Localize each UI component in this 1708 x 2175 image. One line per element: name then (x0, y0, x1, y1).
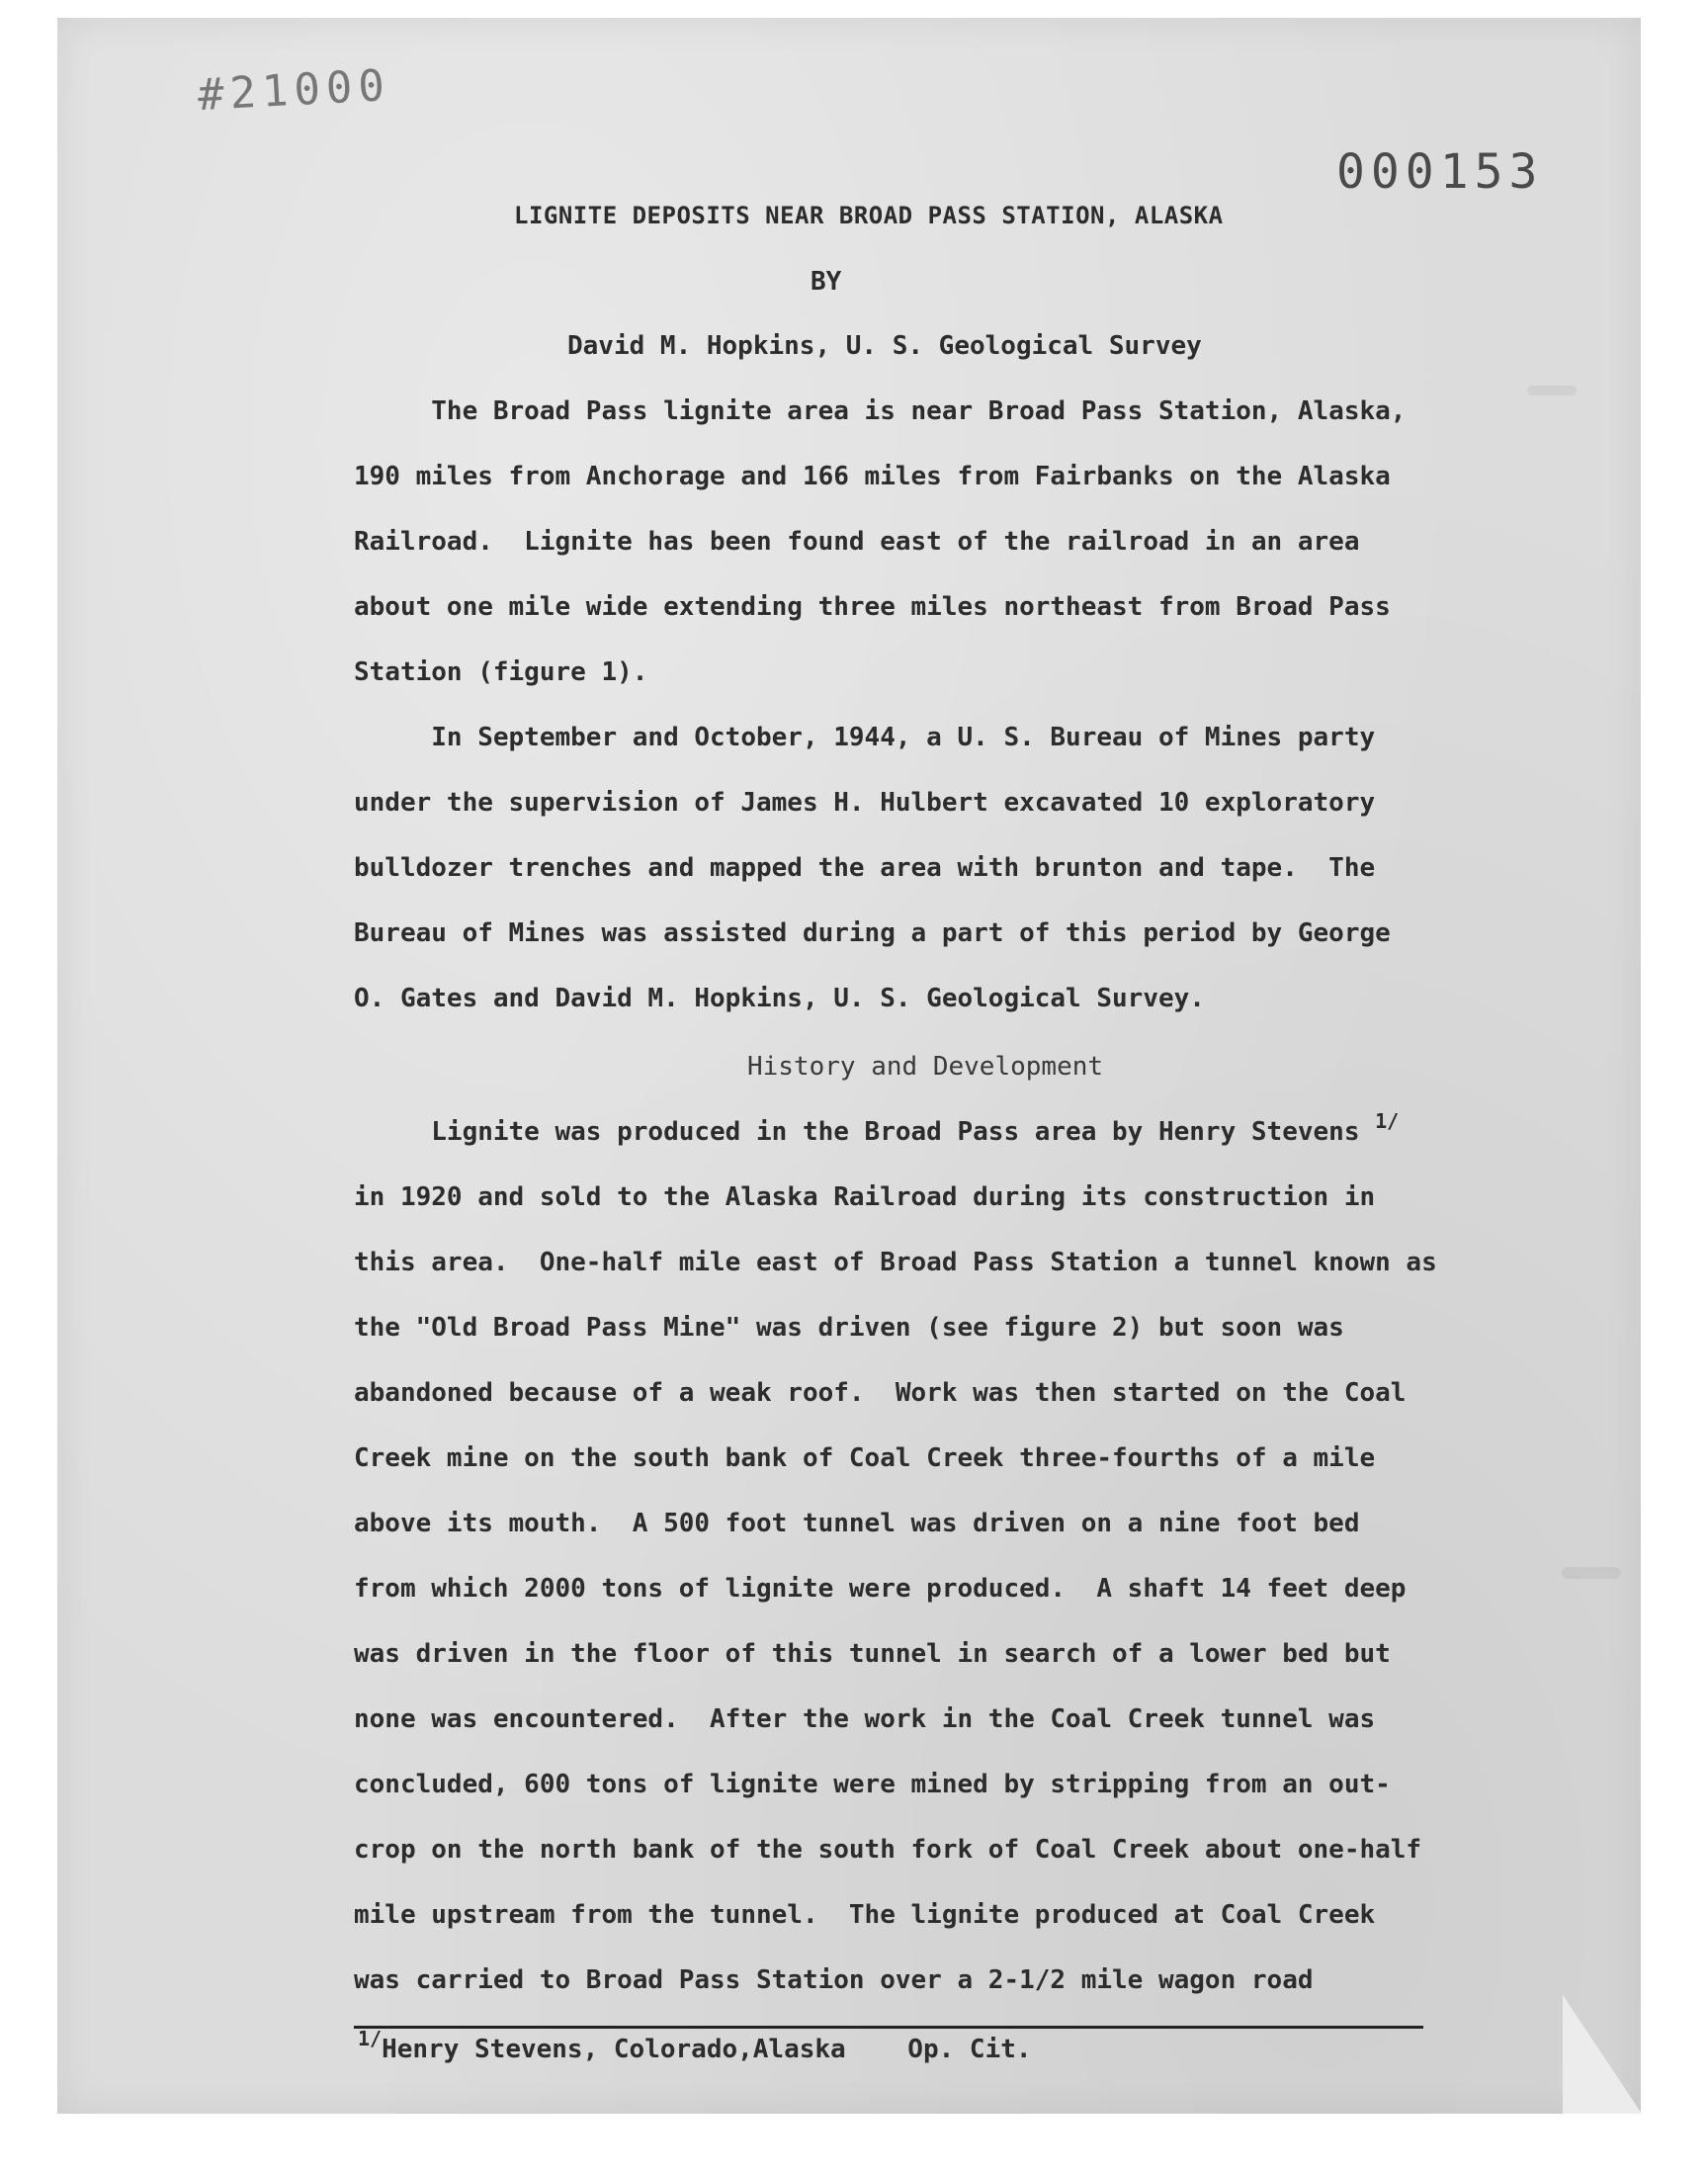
footnote-marker: 1/ (358, 2027, 383, 2050)
text-line (354, 1109, 1400, 1147)
text-line: in 1920 and sold to the Alaska Railroad during its construction in (354, 1182, 1376, 1212)
text-line: Railroad. Lignite has been found east of the railroad in an area (354, 527, 1360, 557)
text-line: about one mile wide extending three miles northeast from Broad Pass (354, 592, 1391, 622)
text-line: abandoned because of a weak roof. Work was then started on the Coal (354, 1378, 1407, 1408)
author-line: David M. Hopkins, U. S. Geological Survey (567, 331, 1202, 361)
byline-label: BY (811, 267, 842, 297)
text-line: concluded, 600 tons of lignite were mined by stripping from an out- (354, 1770, 1391, 1799)
text-line: was carried to Broad Pass Station over a 2-1/2 mile wagon road (354, 1965, 1314, 1995)
text-line: The Broad Pass lignite area is near Broad Pass Station, Alaska, (354, 396, 1407, 426)
text-line: was driven in the floor of this tunnel in search of a lower bed but (354, 1639, 1391, 1669)
folded-corner (1563, 1995, 1642, 2114)
section-heading: History and Development (747, 1052, 1104, 1082)
footnote-reference: 1/ (1375, 1109, 1400, 1133)
footnote-text: Henry Stevens, Colorado,Alaska Op. Cit. (382, 2035, 1032, 2064)
footnote (358, 2027, 1032, 2064)
text-line: 190 miles from Anchorage and 166 miles from Fairbanks on the Alaska (354, 462, 1391, 491)
footnote-rule (354, 2026, 1423, 2029)
text-line: Station (figure 1). (354, 657, 648, 687)
text-line: In September and October, 1944, a U. S. Bureau of Mines party (354, 723, 1376, 752)
text-line: O. Gates and David M. Hopkins, U. S. Geological Survey. (354, 984, 1205, 1013)
text-line: above its mouth. A 500 foot tunnel was driven on a nine foot bed (354, 1509, 1360, 1538)
text-line: none was encountered. After the work in the Coal Creek tunnel was (354, 1704, 1376, 1734)
document-title: LIGNITE DEPOSITS NEAR BROAD PASS STATION, ALASKA (514, 202, 1224, 229)
text-line: crop on the north bank of the south fork of Coal Creek about one-half (354, 1835, 1422, 1865)
text-line: Creek mine on the south bank of Coal Creek three-fourths of a mile (354, 1443, 1376, 1473)
text-line-start: Lignite was produced in the Broad Pass area by Henry Stevens (354, 1117, 1376, 1147)
text-line: this area. One-half mile east of Broad Pass Station a tunnel known as (354, 1248, 1437, 1277)
scan-smudge (1562, 1567, 1621, 1579)
text-line: Bureau of Mines was assisted during a part of this period by George (354, 918, 1391, 948)
text-line: bulldozer trenches and mapped the area with brunton and tape. The (354, 853, 1376, 883)
page-number-stamp: 000153 (1336, 144, 1544, 200)
text-line: the "Old Broad Pass Mine" was driven (see figure 2) but soon was (354, 1313, 1344, 1343)
text-line: under the supervision of James H. Hulbert excavated 10 exploratory (354, 788, 1376, 818)
scan-smudge (1527, 386, 1577, 395)
text-line: from which 2000 tons of lignite were produced. A shaft 14 feet deep (354, 1574, 1407, 1604)
archive-stamp-left: #21000 (196, 59, 392, 122)
text-line: mile upstream from the tunnel. The lignite produced at Coal Creek (354, 1900, 1376, 1930)
